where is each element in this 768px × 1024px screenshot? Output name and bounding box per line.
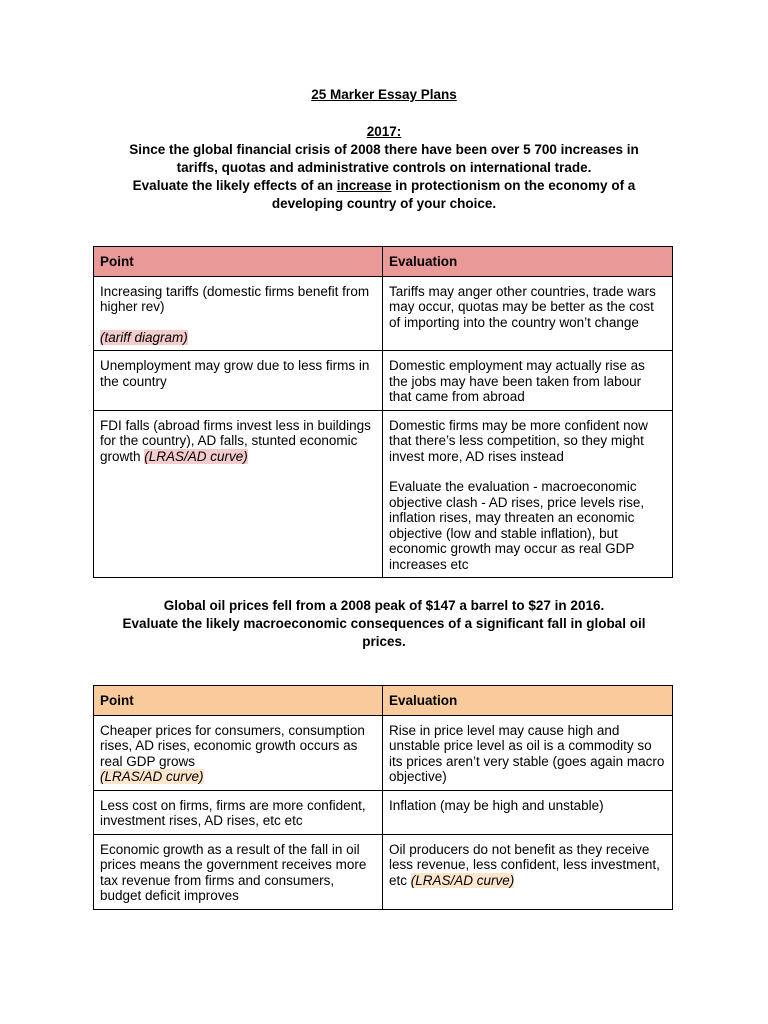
point-cell	[94, 410, 383, 578]
point-text: FDI falls (abroad firms invest less in buildings for the country), AD falls, stunted economic growth	[100, 417, 371, 464]
point-text: Increasing tariffs (domestic firms benefit from higher rev)	[100, 283, 370, 314]
evaluation-text: Domestic firms may be more confident now that there’s less competition, so they might invest more, AD rises instead	[389, 417, 648, 464]
question-line: Evaluate the likely macroeconomic consequences of a significant fall in global oil	[122, 616, 646, 631]
table-header-row	[94, 247, 673, 277]
table-row	[94, 351, 673, 411]
table-row	[94, 790, 673, 834]
point-cell	[94, 715, 383, 790]
essay-question-2017	[90, 123, 678, 213]
header-point: Point	[94, 247, 383, 277]
point-cell: Economic growth as a result of the fall in oil prices means the government receives more tax revenue from firms and consumers, budget deficit improves	[94, 834, 383, 909]
diagram-note: (LRAS/AD curve)	[410, 872, 515, 888]
question-line	[90, 177, 678, 195]
oil-prices-table	[93, 685, 673, 910]
header-evaluation: Evaluation	[383, 247, 673, 277]
evaluation-cell: Tariffs may anger other countries, trade wars may occur, quotas may be better as the cost of importing into the country won’t change	[383, 276, 673, 351]
point-cell: Less cost on firms, firms are more confident, investment rises, AD rises, etc etc	[94, 790, 383, 834]
question-line: Since the global financial crisis of 2008 there have been over 5 700 increases in	[129, 142, 639, 157]
page-title: 25 Marker Essay Plans	[311, 87, 457, 102]
question-text: in protectionism on the economy of a	[391, 178, 636, 193]
protectionism-table	[93, 246, 673, 578]
question-line: prices.	[362, 634, 406, 649]
evaluation-cell: Rise in price level may cause high and unstable price level as oil is a commodity so its prices aren’t very stable (goes again macro objective)	[383, 715, 673, 790]
evaluation-cell	[383, 834, 673, 909]
table-row	[94, 715, 673, 790]
question-line: Global oil prices fell from a 2008 peak of $147 a barrel to $27 in 2016.	[163, 598, 605, 613]
diagram-note: (LRAS/AD curve)	[100, 769, 204, 784]
diagram-note: (LRAS/AD curve)	[144, 448, 248, 464]
underlined-word: increase	[336, 178, 392, 193]
point-cell	[94, 276, 383, 351]
point-text: Cheaper prices for consumers, consumption rises, AD rises, economic growth occurs as real GDP grows	[100, 722, 365, 769]
diagram-note: (tariff diagram)	[100, 329, 188, 345]
question-line: tariffs, quotas and administrative controls on international trade.	[176, 160, 592, 175]
essay-question-oil	[90, 597, 678, 651]
table-row	[94, 276, 673, 351]
header-evaluation: Evaluation	[383, 686, 673, 716]
header-point: Point	[94, 686, 383, 716]
question-line: developing country of your choice.	[271, 196, 497, 211]
evaluation-extra-text: Evaluate the evaluation - macroeconomic objective clash - AD rises, price levels rise, inflation rises, may threaten an economic objective (low and stable inflation), but economic growth may occur as real GDP increases etc	[389, 479, 645, 572]
point-cell: Unemployment may grow due to less firms in the country	[94, 351, 383, 411]
table-header-row	[94, 686, 673, 716]
table-row	[94, 834, 673, 909]
table-row	[94, 410, 673, 578]
evaluation-cell: Domestic employment may actually rise as the jobs may have been taken from labour that came from abroad	[383, 351, 673, 411]
evaluation-cell: Inflation (may be high and unstable)	[383, 790, 673, 834]
evaluation-text: Oil producers do not benefit as they receive less revenue, less confident, less investment, etc	[389, 841, 660, 888]
question-year: 2017:	[366, 124, 402, 139]
evaluation-cell	[383, 410, 673, 578]
question-text: Evaluate the likely effects of an	[132, 178, 337, 193]
